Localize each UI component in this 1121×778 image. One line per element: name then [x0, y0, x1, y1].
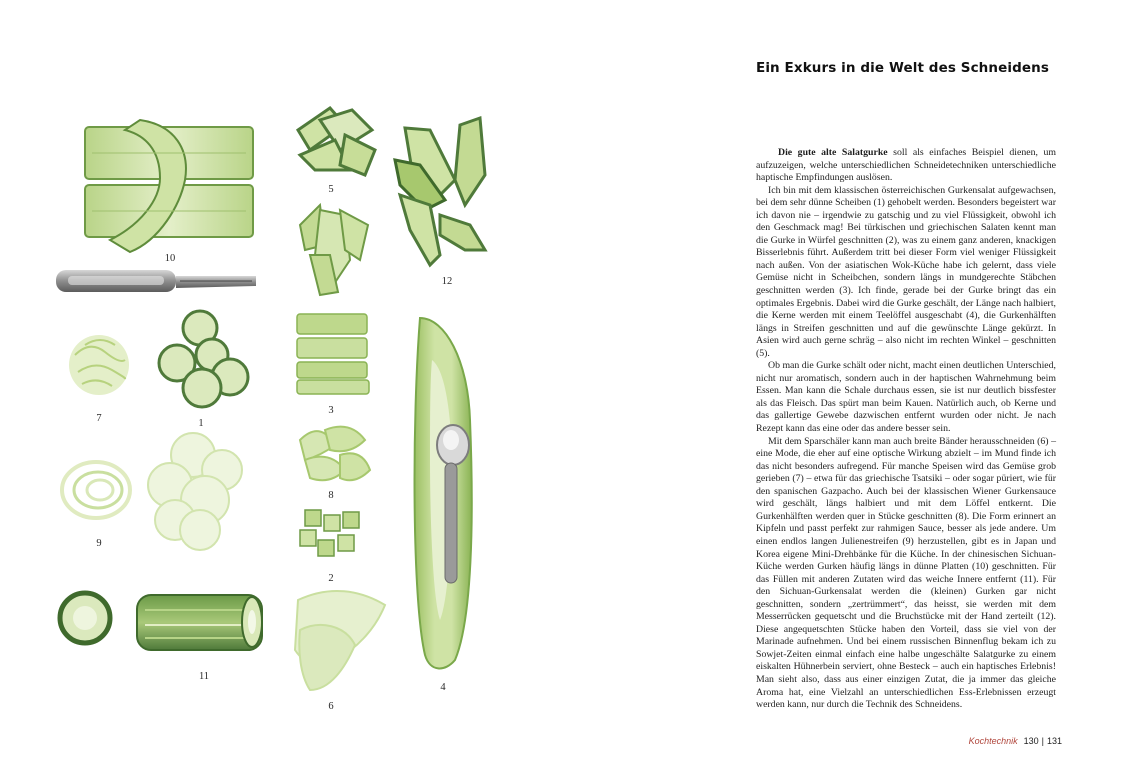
- cucumber-cuts-photo: [0, 0, 560, 778]
- label-10: 10: [164, 253, 176, 264]
- cut-diagonal-chunks: [298, 108, 375, 175]
- cut-sticks: [297, 314, 369, 394]
- footer-separator: |: [1041, 736, 1044, 746]
- cut-julienne-spiral: [62, 462, 130, 518]
- paragraph-intro: [756, 147, 1056, 185]
- cut-wedges: [300, 205, 368, 295]
- label-11: 11: [198, 671, 210, 682]
- cut-halved-seeded: [415, 318, 472, 668]
- cut-thin-slices: [159, 311, 248, 407]
- cut-round-slice: [60, 593, 110, 643]
- label-3: 3: [328, 405, 334, 416]
- cut-crescents: [300, 427, 370, 481]
- paragraph-3: Ob man die Gurke schält oder nicht, macht einen deutlichen Unterschied, nicht nur aromatisch, sondern auch in der haptischen Wahrnehmung beim Essen. Man kann die Schale durchaus essen, sie ist nur deutlich bissfester als das Fleisch. Das spürt man beim Kauen. Natürlich auch, ob Kerne und das gallertige Gewebe dazwischen entfernt wurden oder nicht. Je nach Rezept kann das eine oder das andere besser sein.: [756, 360, 1056, 435]
- paragraph-intro-text: soll als einfaches Beispiel dienen, um aufzuzeigen, welche unterschiedlichen Schneidetechniken unterschiedliche haptische Empfindungen auslösen.: [756, 147, 1057, 184]
- footer-page-right: 131: [1046, 736, 1062, 746]
- peeler: [56, 270, 256, 292]
- label-6: 6: [328, 701, 334, 712]
- article-title: Ein Exkurs in die Welt des Schneidens: [756, 60, 1049, 76]
- cut-hollowed: [137, 595, 262, 650]
- label-1: 1: [198, 418, 204, 429]
- cut-thin-slabs: [85, 120, 253, 252]
- cut-ribbons: [295, 591, 385, 690]
- page-footer: [900, 736, 1062, 746]
- cut-peeled-slices: [148, 433, 242, 550]
- paragraph-2: Ich bin mit dem klassischen österreichischen Gurkensalat aufgewachsen, bei dem sehr dünne Scheiben (1) gehobelt werden. Besonders begeistert war ich davon nie – irgendwie zu gatschig und zu viel Flüssigkeit, obwohl ich den Geschmack mag! Bei türkischen und griechischen Salaten kennt man die Gurke in Würfel geschnitten (2), was zu einem ganz anderen, knackigen Bisserlebnis führt. Außerdem tritt bei dieser Form viel weniger Flüssigkeit nach außen. Von der asiatischen Wok-Küche habe ich gelernt, dass viele Gemüse nicht in Scheibchen, sondern längs in mundgerechte Stäbchen geschnitten werden (3). Ich finde, gerade bei der Gurke bringt das ein optimales Ergebnis. Dabei wird die Gurke geschält, der Länge nach halbiert, die Kerne werden mit einem Teelöffel ausgeschabt (4), die Gurkenhälften längs in Streifen geschnitten und auf die gewünschte Länge gekürzt. In Asien wird auch gerne schräg – also nicht im rechten Winkel – geschnitten (5).: [756, 184, 1056, 359]
- label-2: 2: [328, 573, 334, 584]
- cut-grated: [69, 335, 129, 395]
- label-12: 12: [441, 276, 453, 287]
- lead-bold: Die gute alte Salatgurke: [778, 147, 888, 158]
- label-8: 8: [328, 490, 334, 501]
- article-body: [756, 147, 1056, 712]
- label-4: 4: [440, 682, 446, 693]
- label-5: 5: [328, 184, 334, 195]
- paragraph-4: Mit dem Sparschäler kann man auch breite Bänder herausschneiden (6) – eine Mode, die eher auf eine optische Wirkung abzielt – im Mund finde ich das nicht besonders aufregend. Für manche Speisen wird das Gemüse grob gerieben (7) – etwa für das griechische Tsatsiki – oder sogar püriert, wie für den spanischen Gazpacho. Auch bei der klassischen Wiener Gurkensauce wird geschält, längs halbiert und mit dem Löffel entkernt. Die Gurkenhälften werden quer in Stücke geschnitten (8). Die Form erinnert an Kipfeln und passt perfekt zur rahmigen Sauce, besser als jede andere. Um einen endlos langen Julienestreifen (9) herzustellen, gibt es in Japan und Korea eigene Mini-Drehbänke für die Küche. In der chinesischen Sichuan-Küche werden Gurken häufig längs in dünne Platten (10) geschnitten. Für das Füllen mit anderen Zutaten wird das weiche Innere entfernt (11). Für den Sichuan-Gurkensalat werden die (kleinen) Gurken gar nicht geschnitten, sondern „zertrümmert“, das heisst, sie werden mit dem Messerrücken gequetscht und die Bruchstücke mit der Hand zerteilt (12). Diese angequetschten Stücke haben den Vorteil, dass sie viel von der Marinade aufnehmen. Und bei einem russischen Binnenflug bekam ich zu Sowjet-Zeiten einmal einfach eine halbe ungeschälte Salatgurke zu einem eiskalten Hühnerbein serviert, ohne Besteck – auch ein haptisches Erlebnis! Man sieht also, dass aus einer einzigen Zutat, die ja immer das gleiche Aroma hat, eine Vielzahl an unterschiedlichen Ess-Erlebnissen erzeugt werden kann, nur durch die Technik des Schneidens.: [756, 435, 1056, 711]
- cut-smashed: [395, 118, 485, 265]
- label-9: 9: [96, 538, 102, 549]
- cut-cubes: [300, 510, 359, 556]
- footer-page-left: 130: [1023, 736, 1039, 746]
- label-7: 7: [96, 413, 102, 424]
- footer-section: Kochtechnik: [968, 736, 1018, 746]
